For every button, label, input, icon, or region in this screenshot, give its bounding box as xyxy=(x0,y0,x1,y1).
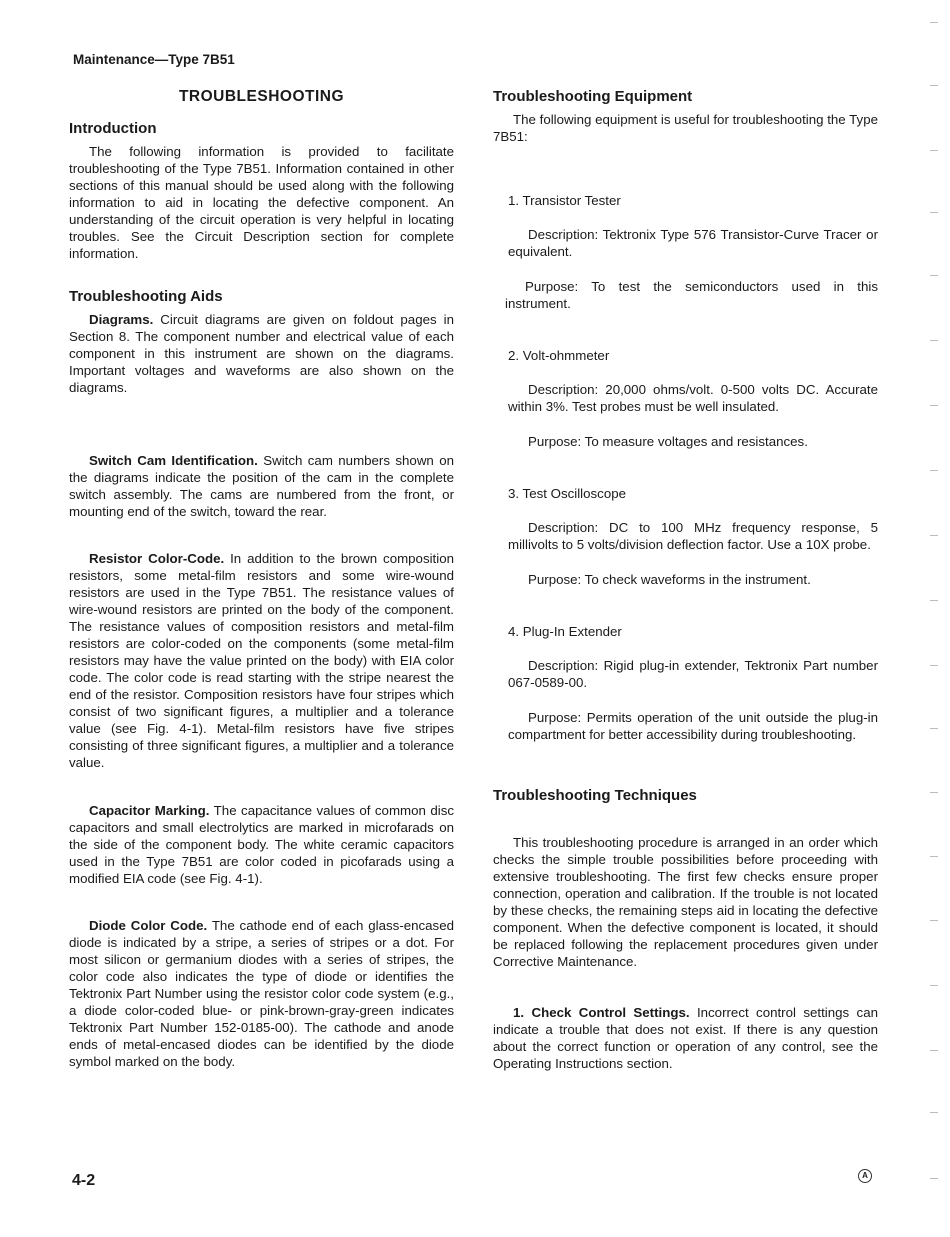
margin-tick xyxy=(930,856,938,857)
margin-tick xyxy=(930,920,938,921)
troubleshooting-aids-heading: Troubleshooting Aids xyxy=(69,288,223,305)
diode-text: The cathode end of each glass-encased diode is indicated by a stripe, a series of stripes or a dot. For most silicon or germanium diodes with a series of stripes, the color code also indicates the type of diode or identifies the Tektronix Part Number using the resistor color code system (e.g., a diode color-coded blue- or pink-brown-gray-green indicates Tektronix Part Number 152-0185-00). The cathode and anode ends of metal-encased diodes can be identified by the diode symbol marked on the body. xyxy=(69,918,454,1069)
capacitor-text: The capacitance values of common disc capacitors and small electrolytics are marked in microfarads on the side of the component body. The white ceramic capacitors used in the Type 7B51 are color coded in picofarads using a modified EIA code (see Fig. 4-1). xyxy=(69,803,454,886)
equipment-item-description: Description: Tektronix Type 576 Transistor-Curve Tracer or equivalent. xyxy=(508,227,878,259)
equipment-item-purpose: Purpose: To test the semiconductors used in this instrument. xyxy=(505,279,878,311)
equipment-item-description: Description: 20,000 ohms/volt. 0-500 volts DC. Accurate within 3%. Test probes must be well insulated. xyxy=(508,382,878,414)
margin-tick xyxy=(930,275,938,276)
equipment-item xyxy=(493,193,878,312)
left-column xyxy=(69,88,454,1070)
page-number: 4-2 xyxy=(72,1172,96,1189)
equipment-item xyxy=(493,486,878,588)
equipment-item xyxy=(493,348,878,450)
troubleshooting-equipment-heading: Troubleshooting Equipment xyxy=(493,88,693,105)
margin-tick xyxy=(930,85,938,86)
equipment-item-title: 1. Transistor Tester xyxy=(508,193,621,208)
equipment-item xyxy=(493,624,878,743)
resistor-lead: Resistor Color-Code. xyxy=(89,551,225,566)
troubleshooting-techniques-heading: Troubleshooting Techniques xyxy=(493,787,697,804)
running-head: Maintenance—Type 7B51 xyxy=(73,52,235,67)
margin-tick xyxy=(930,405,938,406)
margin-tick xyxy=(930,1112,938,1113)
margin-tick xyxy=(930,150,938,151)
margin-tick xyxy=(930,728,938,729)
capacitor-marking-paragraph xyxy=(69,802,454,887)
margin-tick xyxy=(930,535,938,536)
equipment-item-description: Description: Rigid plug-in extender, Tektronix Part number 067-0589-00. xyxy=(508,658,878,690)
resistor-color-code-paragraph xyxy=(69,550,454,771)
equipment-item-title: 2. Volt-ohmmeter xyxy=(508,348,610,363)
margin-tick xyxy=(930,792,938,793)
margin-tick xyxy=(930,600,938,601)
introduction-heading: Introduction xyxy=(69,120,157,137)
switch-cam-text: Switch cam numbers shown on the diagrams indicate the position of the cam in the complete switch assembly. The cams are numbered from the front, or mounting end of the switch, toward the rear. xyxy=(69,453,454,519)
right-column xyxy=(493,88,878,1072)
equipment-item-description: Description: DC to 100 MHz frequency response, 5 millivolts to 5 volts/division deflection factor. Use a 10X probe. xyxy=(508,520,878,552)
margin-tick xyxy=(930,1178,938,1179)
equipment-intro-paragraph: The following equipment is useful for troubleshooting the Type 7B51: xyxy=(493,112,878,144)
page-title: TROUBLESHOOTING xyxy=(178,88,345,105)
revision-mark-icon: A xyxy=(858,1169,872,1183)
margin-tick xyxy=(930,22,938,23)
equipment-item-purpose: Purpose: To check waveforms in the instrument. xyxy=(528,572,811,587)
equipment-item-title: 4. Plug-In Extender xyxy=(508,624,622,639)
techniques-paragraph: This troubleshooting procedure is arranged in an order which checks the simple trouble possibilities before proceeding with extensive troubleshooting. The first few checks ensure proper connection, operation and calibration. If the trouble is not located by these checks, the remaining steps aid in locating the defective component. When the defective component is located, it should be replaced following the replacement procedures given under Corrective Maintenance. xyxy=(493,835,878,969)
diagrams-lead: Diagrams. xyxy=(89,312,154,327)
check-control-lead: 1. Check Control Settings. xyxy=(513,1005,690,1020)
introduction-paragraph: The following information is provided to facilitate troubleshooting of the Type 7B51. Information contained in other sections of this manual should be used along with the following information to aid in locating the defective component. An understanding of the circuit operation is very helpful in locating troubles. See the Circuit Description section for complete information. xyxy=(69,144,454,261)
resistor-text: In addition to the brown composition resistors, some metal-film resistors and some wire-wound resistors are used in the Type 7B51. The resistance values of wire-wound resistors are printed on the body of the component. The resistance values of composition resistors and metal-film resistors are color-coded on the components (some metal-film resistors may have the value printed on the body) with EIA color code. The color code is read starting with the stripe nearest the end of the resistor. Composition resistors have four stripes which consist of two significant figures, a multiplier and a tolerance value (see Fig. 4-1). Metal-film resistors have five stripes consisting of three significant figures, a multiplier and a tolerance value. xyxy=(69,551,454,770)
capacitor-lead: Capacitor Marking. xyxy=(89,803,210,818)
switch-cam-lead: Switch Cam Identification. xyxy=(89,453,258,468)
margin-tick xyxy=(930,340,938,341)
margin-tick xyxy=(930,1050,938,1051)
check-control-settings-paragraph xyxy=(493,1004,878,1072)
diagrams-paragraph xyxy=(69,311,454,396)
equipment-item-purpose: Purpose: Permits operation of the unit outside the plug-in compartment for better accessibility during troubleshooting. xyxy=(508,710,878,742)
diode-color-code-paragraph xyxy=(69,917,454,1070)
margin-tick xyxy=(930,470,938,471)
margin-scan-marks xyxy=(928,0,938,1237)
margin-tick xyxy=(930,212,938,213)
margin-tick xyxy=(930,665,938,666)
diagrams-text: Circuit diagrams are given on foldout pages in Section 8. The component number and electrical value of each component in this instrument are shown on the diagrams. Important voltages and waveforms are also shown on the diagrams. xyxy=(69,312,454,395)
margin-tick xyxy=(930,985,938,986)
check-control-text: Incorrect control settings can indicate a trouble that does not exist. If there is any question about the correct function or operation of any control, see the Operating Instructions section. xyxy=(493,1005,878,1071)
equipment-item-purpose: Purpose: To measure voltages and resistances. xyxy=(528,434,808,449)
switch-cam-paragraph xyxy=(69,452,454,520)
equipment-item-title: 3. Test Oscilloscope xyxy=(508,486,627,501)
diode-lead: Diode Color Code. xyxy=(89,918,208,933)
